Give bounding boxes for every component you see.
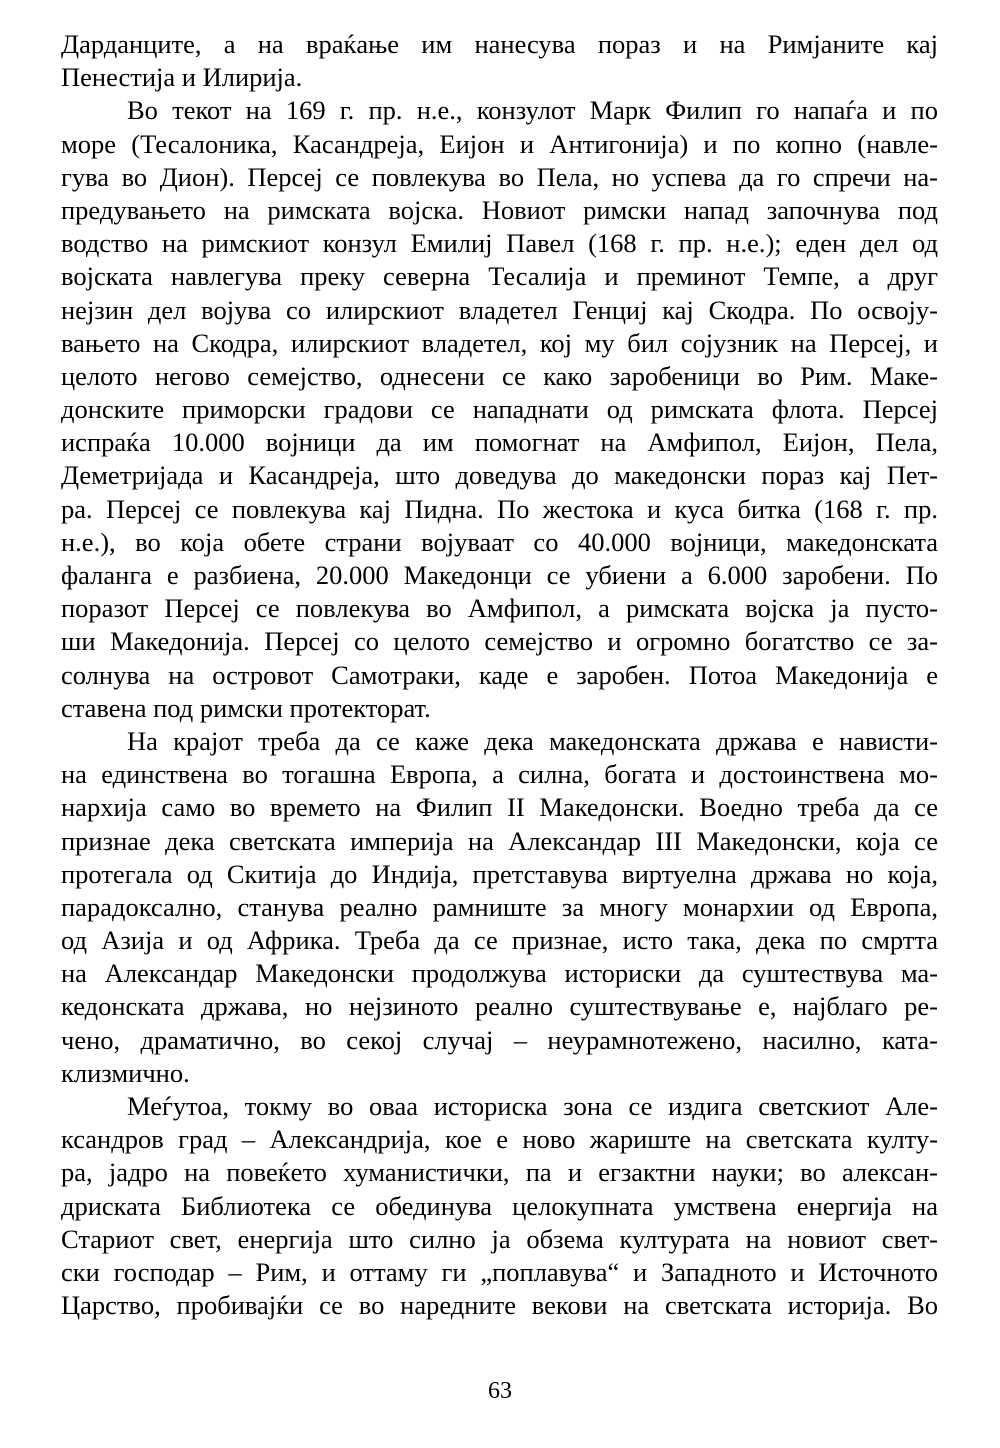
text-line: клизмично. xyxy=(61,1057,190,1088)
text-line: Деметријада и Касандреја, што доведува до македонски пораз кај Пет- xyxy=(61,460,938,491)
text-line: ставена под римски протекторат. xyxy=(61,692,431,723)
text-line: Меѓутоа, токму во оваа историска зона се издига светскиот Але- xyxy=(127,1091,938,1121)
text-line: Пенестија и Илирија. xyxy=(61,62,303,93)
text-line: на единствена во тогашна Европа, а силна, богата и достоинствена мо- xyxy=(61,759,938,790)
text-line: н.е.), во која обете страни војуваат со 40.000 војници, македонската xyxy=(61,526,938,557)
page-number: 63 xyxy=(488,1378,512,1404)
text-line: солнува на островот Самотраки, каде е заробен. Потоа Македонија е xyxy=(61,659,938,690)
text-line: нархија само во времето на Филип II Македонски. Воедно треба да се xyxy=(61,792,938,823)
text-line: На крајот треба да се каже дека македонската држава е нависти- xyxy=(127,725,938,756)
text-line: ксандров град – Александрија, кое е ново жариште на светската култу- xyxy=(61,1124,938,1155)
paragraph xyxy=(61,94,938,725)
text-line: протегала од Скитија до Индија, претставува виртуелна држава но која, xyxy=(61,858,938,889)
text-line: Дарданците, а на враќање им нанесува пораз и на Римјаните кај xyxy=(61,29,938,59)
text-line: поразот Персеј се повлекува во Амфипол, а римската војска ја пусто- xyxy=(61,593,938,624)
paragraph xyxy=(61,725,938,1090)
text-line: фаланга е разбиена, 20.000 Македонци се убиени а 6.000 заробени. По xyxy=(61,560,938,590)
text-line: донските приморски градови се нападнати од римската флота. Персеј xyxy=(61,394,938,425)
text-line: гува во Дион). Персеј се повлекува во Пела, но успева да го спречи на- xyxy=(61,161,938,192)
text-line: испраќа 10.000 војници да им помогнат на Амфипол, Еијон, Пела, xyxy=(61,427,938,458)
text-line: Стариот свет, енергија што силно ја обзема културата на новиот свет- xyxy=(61,1223,938,1254)
body-text xyxy=(61,28,938,1322)
text-line: од Азија и од Африка. Треба да се признае, исто така, дека по смртта xyxy=(61,925,938,956)
text-line: предувањето на римската војска. Новиот римски напад започнува под xyxy=(61,194,938,225)
text-line: чено, драматично, во секој случај – неурамнотежено, насилно, ката- xyxy=(61,1024,938,1055)
text-line: војската навлегува преку северна Тесалија и преминот Темпе, а друг xyxy=(61,261,938,292)
text-line: дриската Библиотека се обединува целокупната умствена енергија на xyxy=(61,1190,938,1221)
text-line: ра. Персеј се повлекува кај Пидна. По жестока и куса битка (168 г. пр. xyxy=(61,493,938,524)
text-line: Во текот на 169 г. пр. н.е., конзулот Марк Филип го напаѓа и по xyxy=(127,95,938,126)
text-line: нејзин дел војува со илирскиот владетел Генциј кај Скодра. По освоју- xyxy=(61,294,938,325)
text-line: море (Тесалоника, Касандреја, Еијон и Антигонија) и по копно (навле- xyxy=(61,128,938,159)
text-line: на Александар Македонски продолжува историски да суштествува ма- xyxy=(61,958,938,989)
text-line: признае дека светската империја на Александар III Македонски, која се xyxy=(61,825,938,856)
paragraph xyxy=(61,1090,938,1322)
text-line: водство на римскиот конзул Емилиј Павел (168 г. пр. н.е.); еден дел од xyxy=(61,228,938,259)
text-line: ши Македонија. Персеј со целото семејство и огромно богатство се за- xyxy=(61,626,938,657)
text-line: целото негово семејство, однесени се како заробеници во Рим. Маке- xyxy=(61,360,938,391)
text-line: ра, јадро на повеќето хуманистички, па и егзактни науки; во алексан- xyxy=(61,1157,938,1188)
text-line: вањето на Скодра, илирскиот владетел, кој му бил сојузник на Персеј, и xyxy=(61,327,938,358)
text-line: кедонската држава, но нејзиното реално суштествување е, најблаго ре- xyxy=(61,991,938,1022)
text-line: ски господар – Рим, и оттаму ги „поплавува“ и Западното и Источното xyxy=(61,1256,938,1287)
text-line: Царство, пробивајќи се во наредните векови на светската историја. Во xyxy=(61,1290,938,1321)
paragraph xyxy=(61,28,938,94)
text-line: парадоксално, станува реално рамниште за многу монархии од Европа, xyxy=(61,891,938,922)
